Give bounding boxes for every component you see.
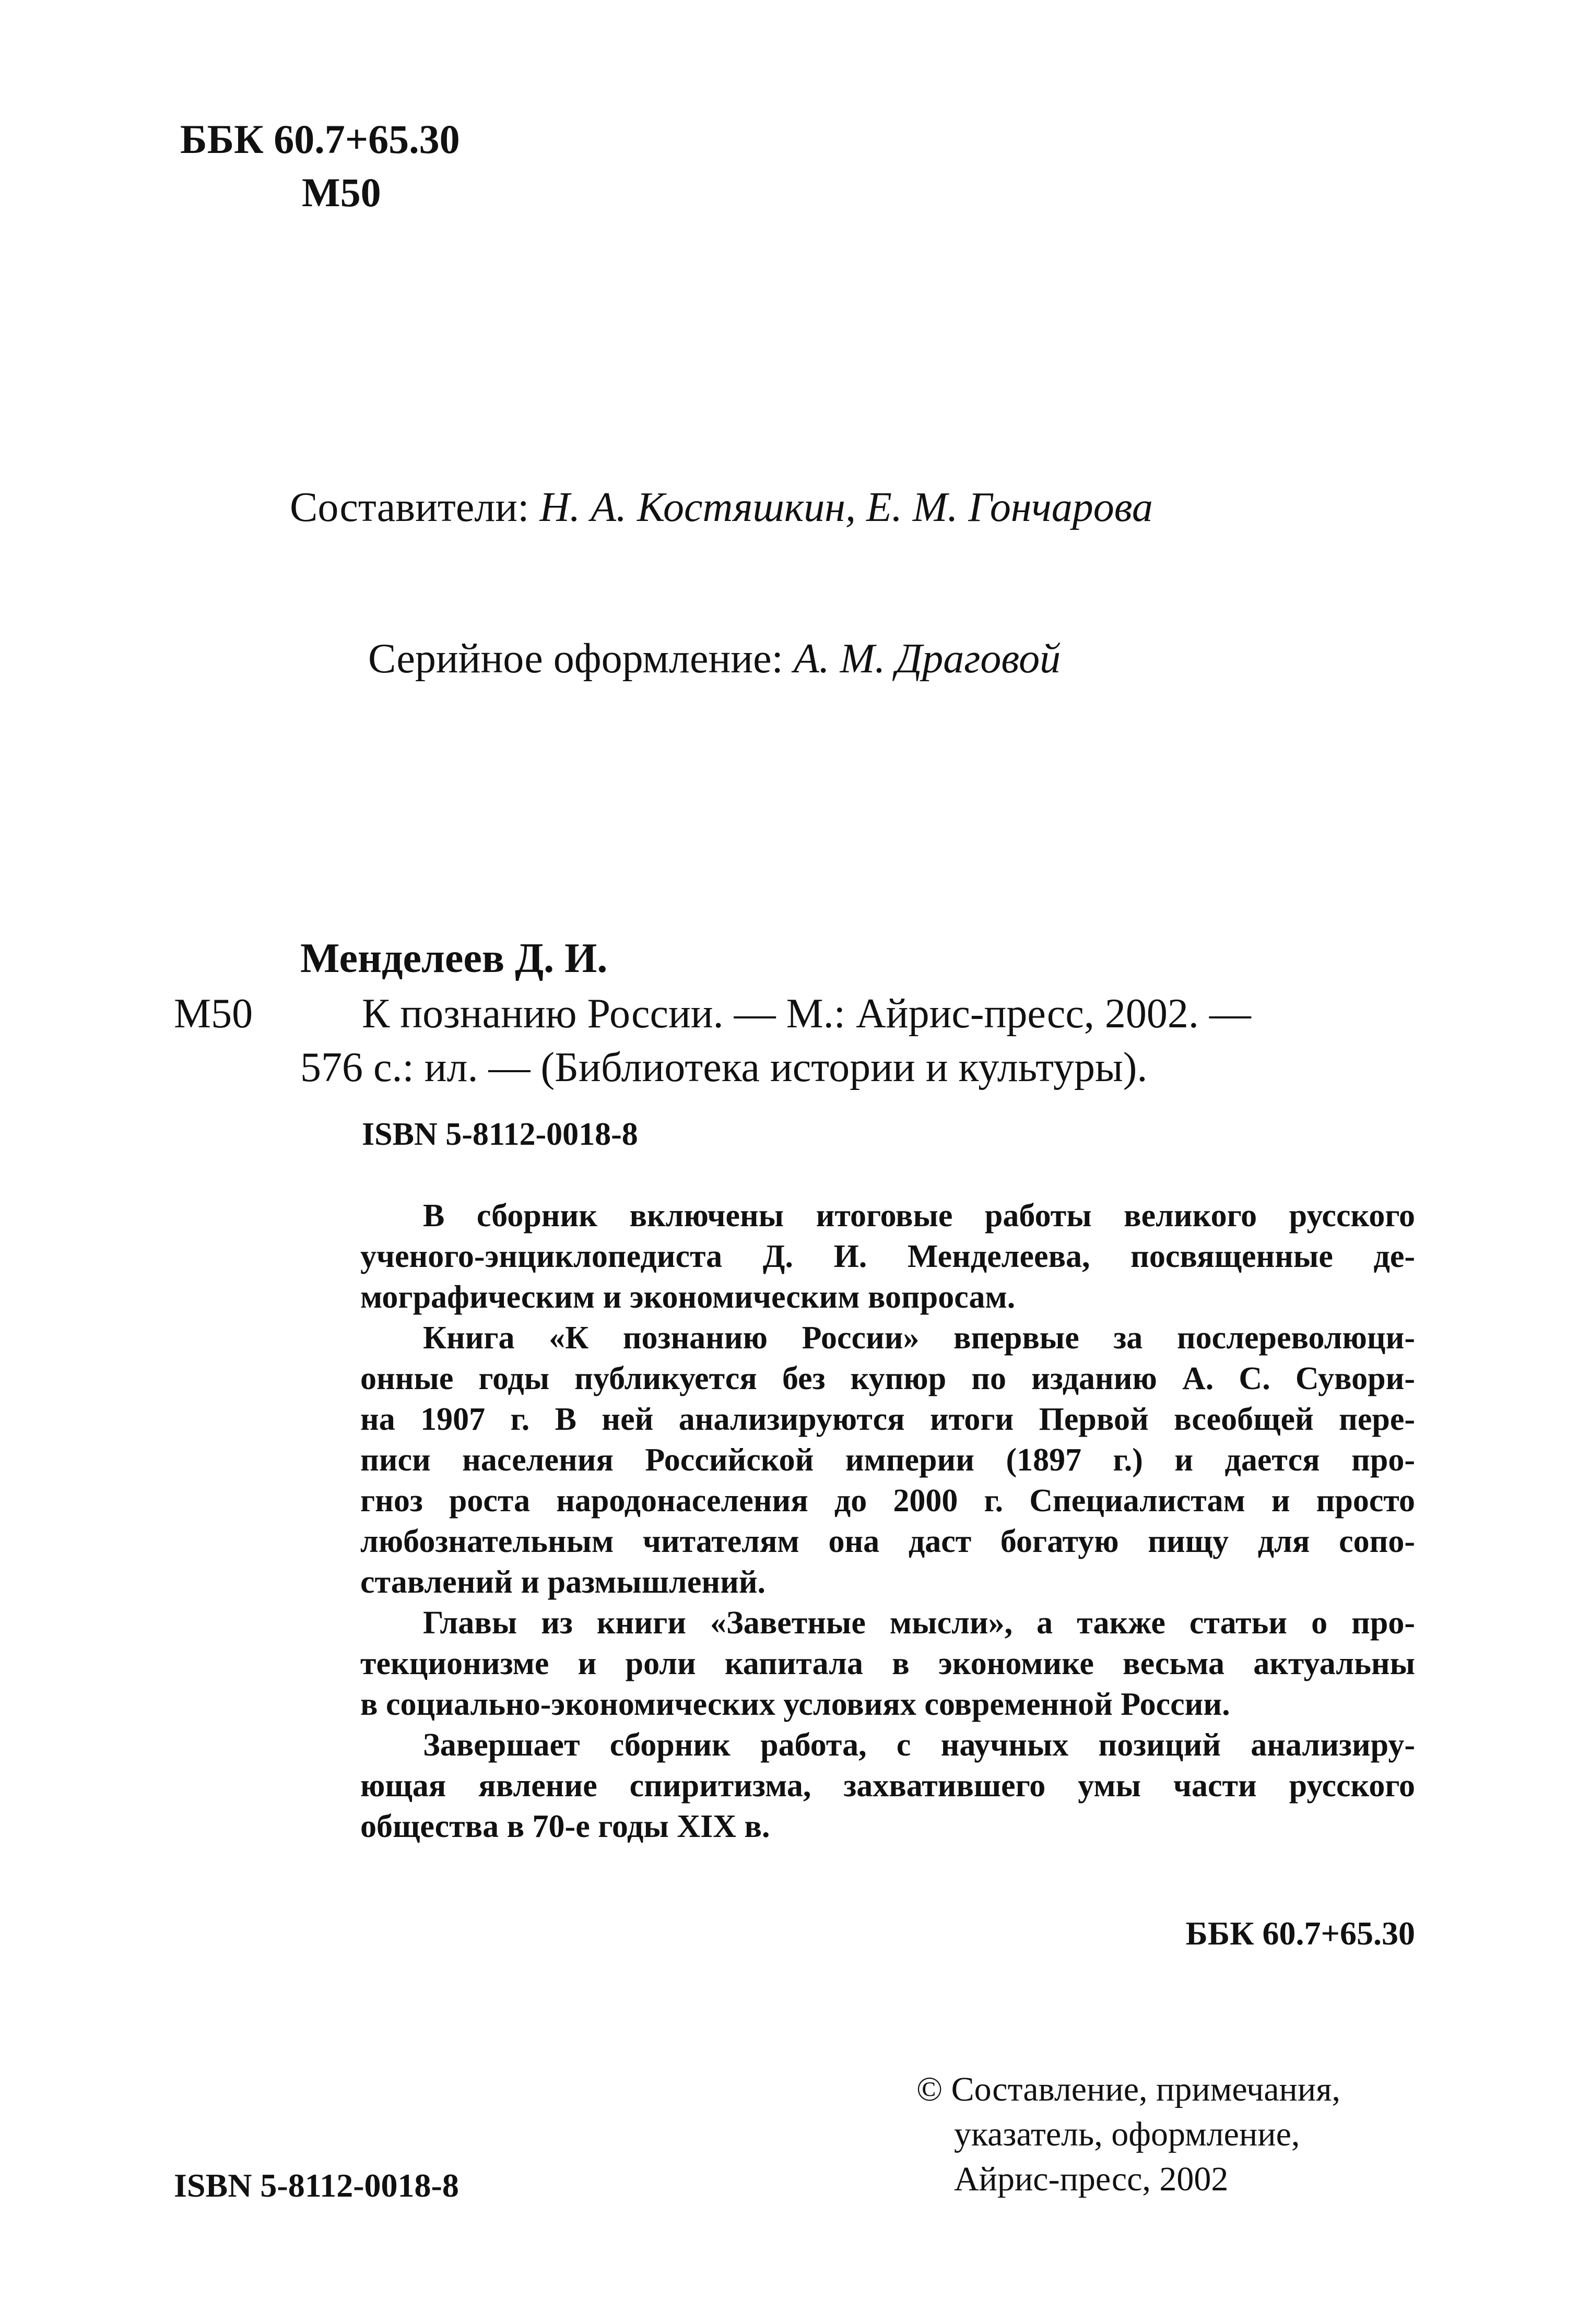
author-mark-top: М50 xyxy=(302,170,381,215)
annotation-line: онные годы публикуется без купюр по изданию А. С. Сувори- xyxy=(360,1361,1415,1396)
annotation-line: на 1907 г. В ней анализируются итоги Первой всеобщей пере- xyxy=(360,1402,1415,1437)
copyright-line: Айрис-пресс, 2002 xyxy=(954,2160,1229,2198)
copyright-notice xyxy=(916,2067,1340,2202)
annotation-line: любознательным читателям она даст богатую пищу для сопо- xyxy=(360,1524,1415,1559)
compilers-label: Составители: xyxy=(290,484,529,530)
annotation-line: ученого-энциклопедиста Д. И. Менделеева, посвященные де- xyxy=(360,1239,1415,1274)
annotation-line: ющая явление спиритизма, захватившего умы части русского xyxy=(360,1768,1415,1804)
catalog-title-line-2: 576 с.: ил. — (Библиотека истории и культуры). xyxy=(300,1045,1148,1090)
compilers-credit xyxy=(290,484,1153,530)
annotation-line: Завершает сборник работа, с научных позиций анализиру- xyxy=(423,1727,1415,1763)
annotation-line: мографическим и экономическим вопросам. xyxy=(360,1279,1016,1315)
catalog-isbn: ISBN 5-8112-0018-8 xyxy=(362,1117,638,1152)
annotation-line: писи населения Российской империи (1897 г.) и дается про- xyxy=(360,1442,1415,1478)
annotation-line: гноз роста народонаселения до 2000 г. Специалистам и просто xyxy=(360,1483,1415,1519)
catalog-title-line-1: К познанию России. — М.: Айрис-пресс, 2002. — xyxy=(362,991,1251,1037)
series-design-credit xyxy=(368,638,1061,680)
catalog-author: Менделеев Д. И. xyxy=(300,935,608,981)
isbn-bottom: ISBN 5-8112-0018-8 xyxy=(174,2167,459,2204)
series-design-label: Серийное оформление: xyxy=(368,636,783,682)
annotation-line: В сборник включены итоговые работы великого русского xyxy=(423,1198,1415,1234)
annotation-line: текционизме и роли капитала в экономике весьма актуальны xyxy=(360,1646,1415,1681)
catalog-call-number: М50 xyxy=(174,991,253,1037)
copyright-line: © Составление, примечания, xyxy=(916,2070,1341,2108)
annotation-line: в социально-экономических условиях современной России. xyxy=(360,1687,1230,1722)
annotation-text xyxy=(360,1195,1415,1847)
annotation-line: Книга «К познанию России» впервые за послереволюци- xyxy=(423,1320,1415,1356)
annotation-line: ставлений и размышлений. xyxy=(360,1564,766,1600)
copyright-line: указатель, оформление, xyxy=(954,2115,1300,2153)
series-design-name: А. М. Драговой xyxy=(793,636,1061,682)
compilers-names: Н. А. Костяшкин, Е. М. Гончарова xyxy=(539,484,1153,530)
bbk-index-bottom: ББК 60.7+65.30 xyxy=(1185,1915,1415,1952)
bbk-index-top: ББК 60.7+65.30 xyxy=(180,116,460,162)
annotation-line: Главы из книги «Заветные мысли», а также статьи о про- xyxy=(423,1605,1415,1641)
annotation-line: общества в 70-е годы XIX в. xyxy=(360,1809,770,1844)
